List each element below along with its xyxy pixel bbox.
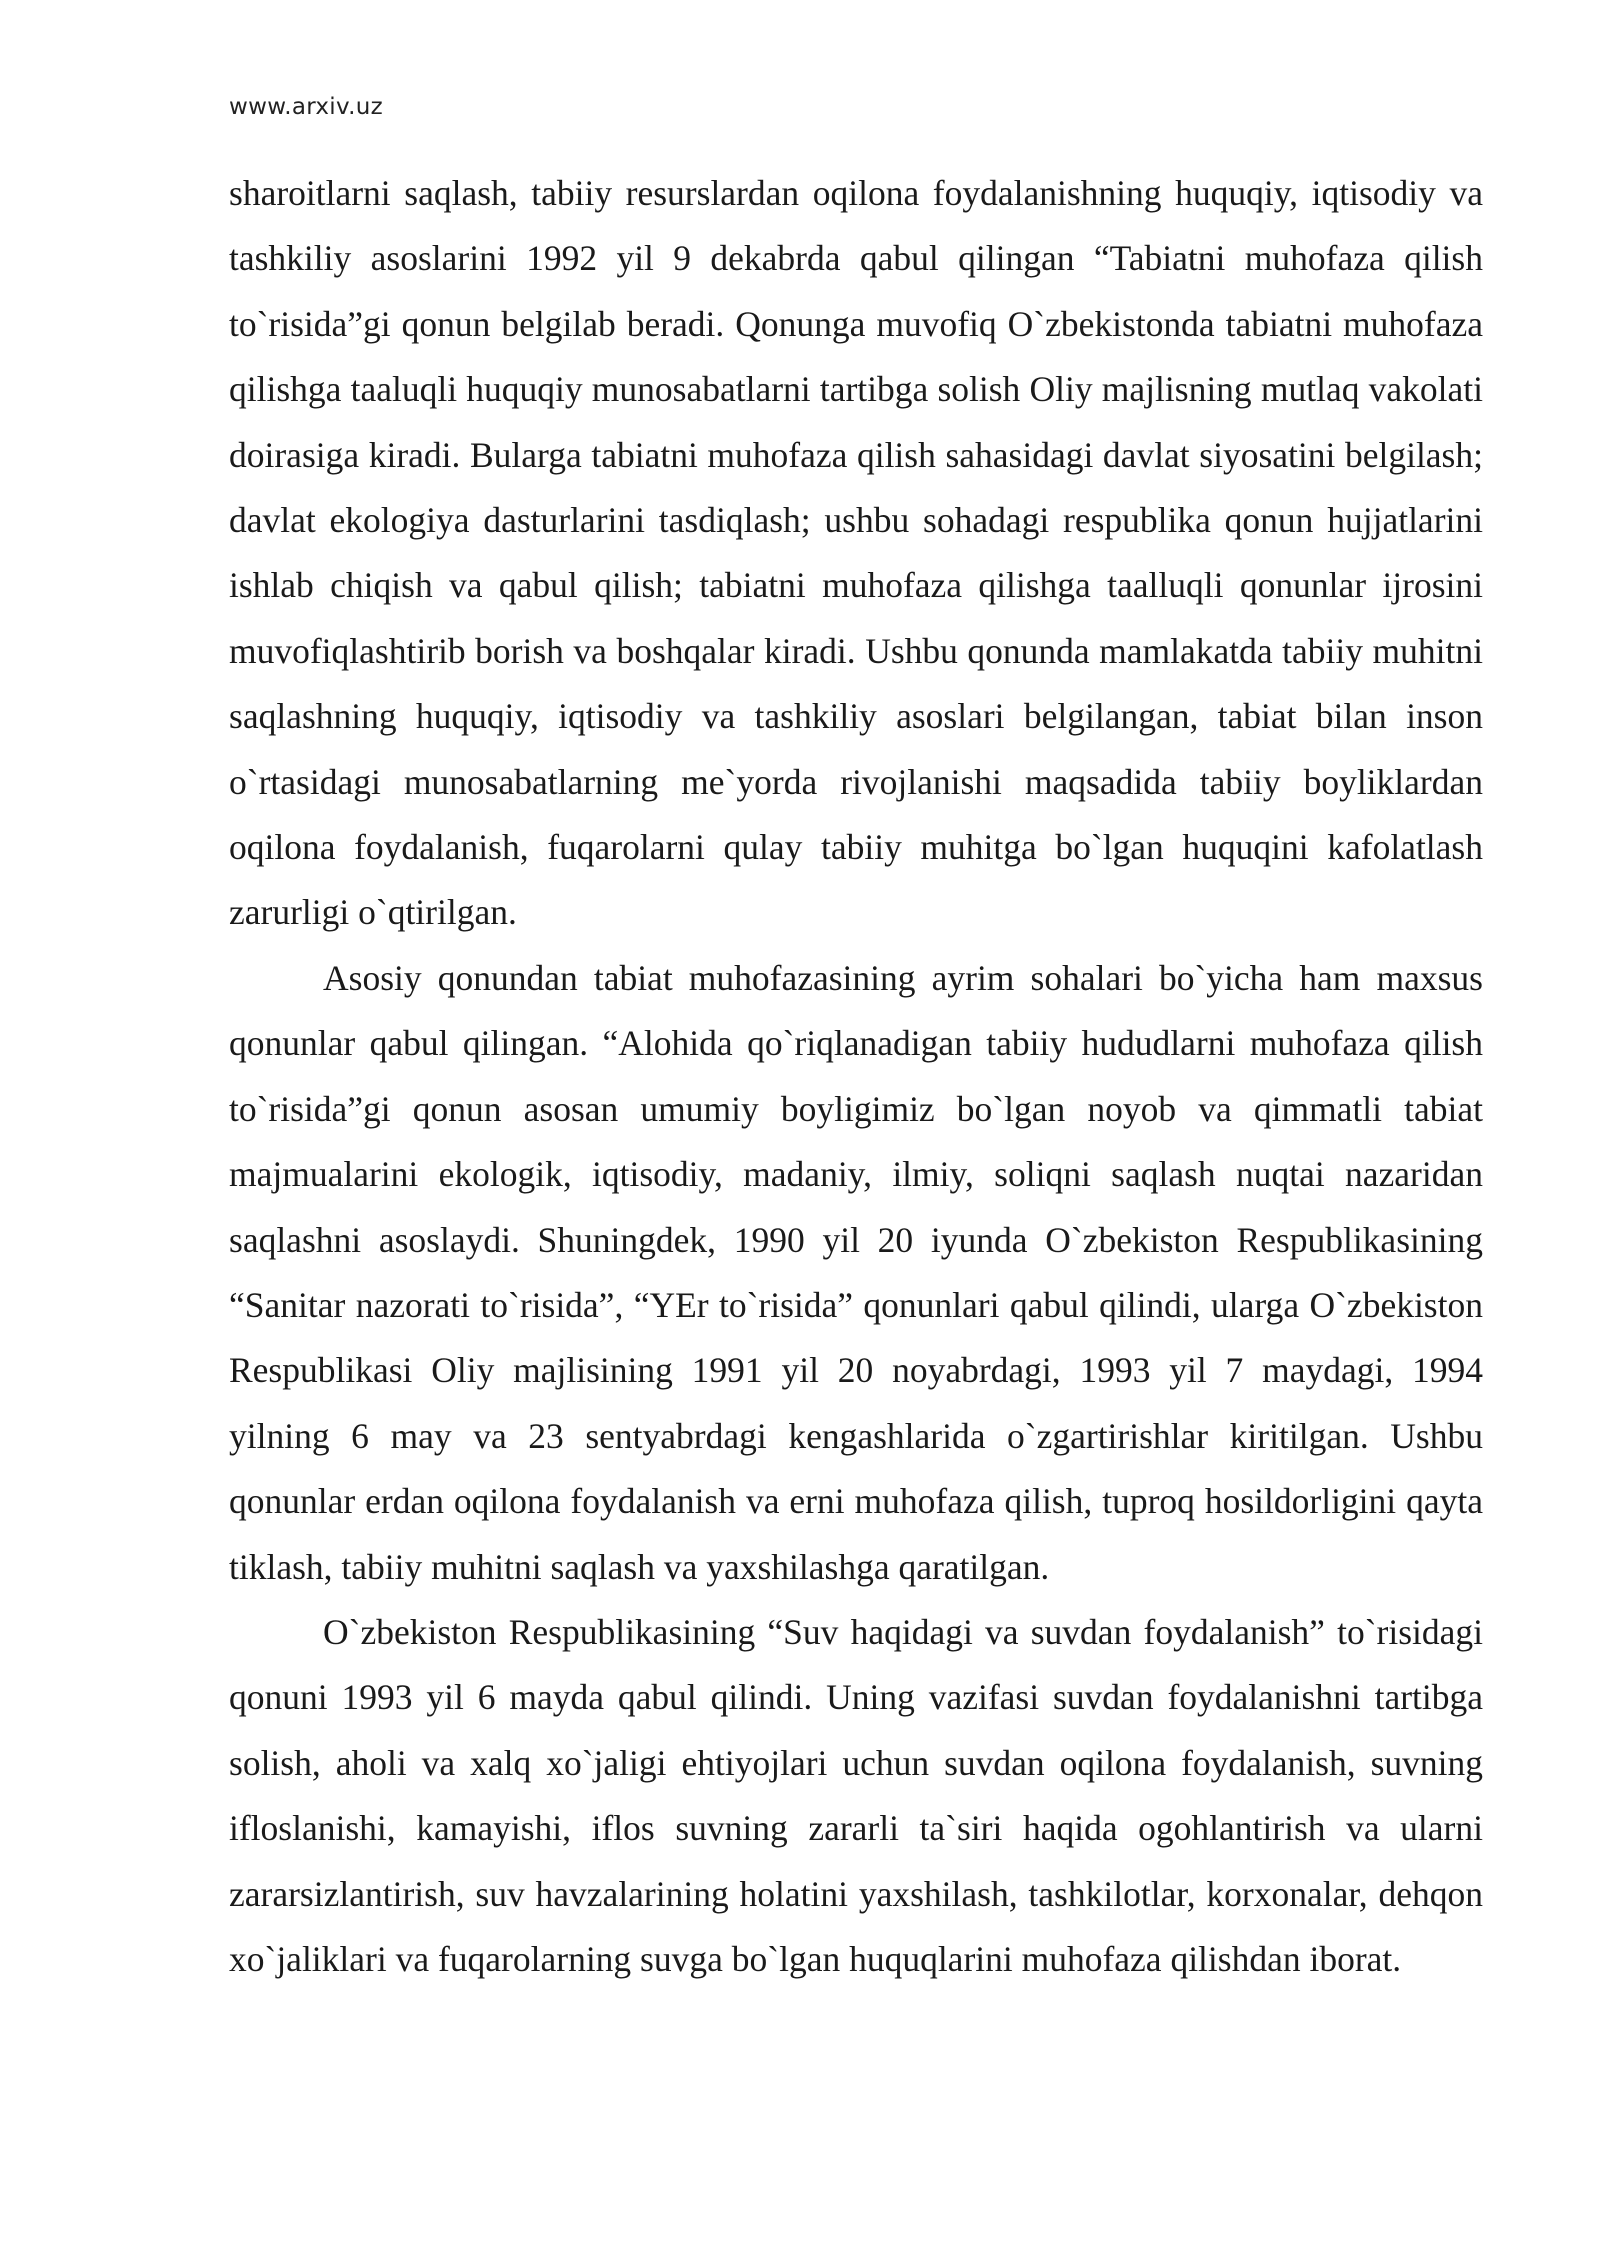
paragraph-2: Asosiy qonundan tabiat muhofazasining ayrim sohalari bo`yicha ham maxsus qonunlar qabul qilingan. “Alohida qo`riqlanadigan tabiiy hududlarni muhofaza qilish to`risida”gi qonun asosan umumiy boyligimiz bo`lgan noyob va qimmatli tabiat majmualarini ekologik, iqtisodiy, madaniy, ilmiy, soliqni saqlash nuqtai nazaridan saqlashni asoslaydi. Shuningdek, 1990 yil 20 iyunda O`zbekiston Respublikasining “Sanitar nazorati to`risida”, “YEr to`risida” qonunlari qabul qilindi, ularga O`zbekiston Respublikasi Oliy majlisining 1991 yil 20 noyabrdagi, 1993 yil 7 maydagi, 1994 yilning 6 may va 23 sentyabrdagi kengashlarida o`zgartirishlar kiritilgan. Ushbu qonunlar erdan oqilona foydalanish va erni muhofaza qilish, tuproq hosildorligini qayta tiklash, tabiiy muhitni saqlash va yaxshilashga qaratilgan. [229,957,1483,1587]
document-body [229,161,1483,1992]
site-url-header: www.arxiv.uz [229,94,383,120]
paragraph-1: sharoitlarni saqlash, tabiiy resurslardan oqilona foydalanishning huquqiy, iqtisodiy va tashkiliy asoslarini 1992 yil 9 dekabrda qabul qilingan “Tabiatni muhofaza qilish to`risida”gi qonun belgilab beradi. Qonunga muvofiq O`zbekistonda tabiatni muhofaza qilishga taaluqli huquqiy munosabatlarni tartibga solish Oliy majlisning mutlaq vakolati doirasiga kiradi. Bularga tabiatni muhofaza qilish sahasidagi davlat siyosatini belgilash; davlat ekologiya dasturlarini tasdiqlash; ushbu sohadagi respublika qonun hujjatlarini ishlab chiqish va qabul qilish; tabiatni muhofaza qilishga taalluqli qonunlar ijrosini muvofiqlashtirib borish va boshqalar kiradi. Ushbu qonunda mamlakatda tabiiy muhitni saqlashning huquqiy, iqtisodiy va tashkiliy asoslari belgilangan, tabiat bilan inson o`rtasidagi munosabatlarning me`yorda rivojlanishi maqsadida tabiiy boyliklardan oqilona foydalanish, fuqarolarni qulay tabiiy muhitga bo`lgan huquqini kafolatlash zarurligi o`qtirilgan. [229,173,1483,933]
paragraph-3: O`zbekiston Respublikasining “Suv haqidagi va suvdan foydalanish” to`risidagi qonuni 1993 yil 6 mayda qabul qilindi. Uning vazifasi suvdan foydalanishni tartibga solish, aholi va xalq xo`jaligi ehtiyojlari uchun suvdan oqilona foydalanish, suvning ifloslanishi, kamayishi, iflos suvning zararli ta`siri haqida ogohlantirish va ularni zararsizlantirish, suv havzalarining holatini yaxshilash, tashkilotlar, korxonalar, dehqon xo`jaliklari va fuqarolarning suvga bo`lgan huquqlarini muhofaza qilishdan iborat. [229,1611,1483,1979]
